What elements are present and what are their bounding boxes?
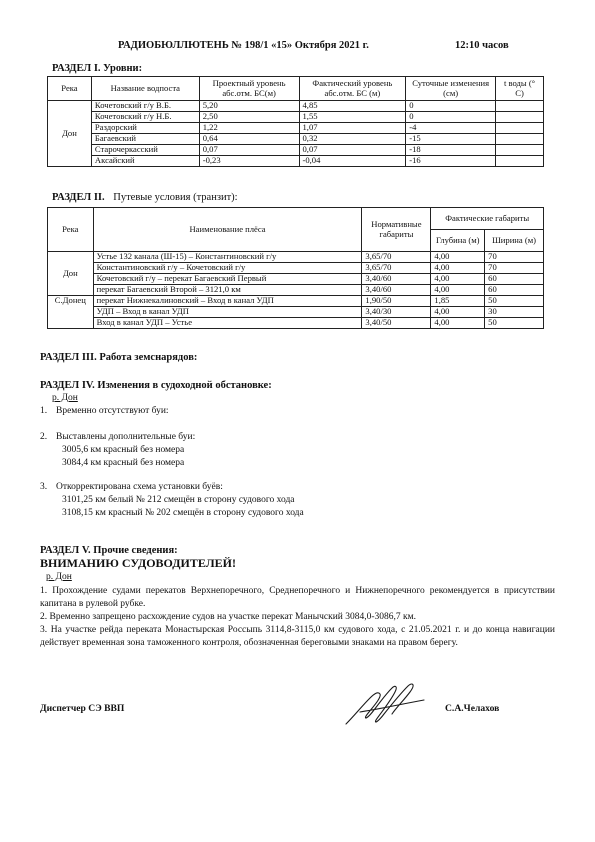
levels-post: Аксайский bbox=[91, 156, 199, 167]
levels-change: -4 bbox=[406, 123, 496, 134]
section5-river: р. Дон bbox=[46, 572, 72, 582]
transit-river-cell: С.Донец bbox=[48, 296, 94, 329]
transit-col-actual: Фактические габариты bbox=[431, 208, 544, 230]
transit-width: 50 bbox=[485, 318, 544, 329]
levels-temp bbox=[496, 123, 544, 134]
section4-item-3 bbox=[40, 481, 304, 520]
dispatcher-label: Диспетчер СЭ ВВП bbox=[40, 703, 125, 714]
transit-reach: перекат Багаевский Второй – 3121,0 км bbox=[93, 285, 362, 296]
transit-depth: 1,85 bbox=[431, 296, 485, 307]
levels-col-change: Суточные изменения (см) bbox=[406, 77, 496, 101]
levels-temp bbox=[496, 112, 544, 123]
levels-change: 0 bbox=[406, 101, 496, 112]
transit-depth: 4,00 bbox=[431, 252, 485, 263]
transit-width: 60 bbox=[485, 285, 544, 296]
levels-actual: -0,04 bbox=[299, 156, 406, 167]
transit-col-depth: Глубина (м) bbox=[431, 230, 485, 252]
levels-actual: 0,07 bbox=[299, 145, 406, 156]
levels-design: 1,22 bbox=[199, 123, 299, 134]
transit-depth: 4,00 bbox=[431, 274, 485, 285]
section2-subtitle: Путевые условия (транзит): bbox=[113, 192, 238, 203]
levels-temp bbox=[496, 156, 544, 167]
transit-norm: 3,40/60 bbox=[362, 285, 431, 296]
item-number: 2. bbox=[40, 432, 48, 442]
levels-actual: 1,07 bbox=[299, 123, 406, 134]
levels-design: -0,23 bbox=[199, 156, 299, 167]
levels-col-actual: Фактический уровень абс.отм. БС (м) bbox=[299, 77, 406, 101]
levels-design: 2,50 bbox=[199, 112, 299, 123]
transit-reach: Кочетовский г/у – перекат Багаевский Первый bbox=[93, 274, 362, 285]
transit-reach: УДП – Вход в канал УДП bbox=[93, 307, 362, 318]
transit-col-river: Река bbox=[48, 208, 94, 252]
transit-width: 60 bbox=[485, 274, 544, 285]
levels-post: Багаевский bbox=[91, 134, 199, 145]
transit-width: 50 bbox=[485, 296, 544, 307]
bulletin-time: 12:10 часов bbox=[455, 40, 509, 51]
levels-post: Старочеркасский bbox=[91, 145, 199, 156]
levels-design: 0,64 bbox=[199, 134, 299, 145]
levels-design: 5,20 bbox=[199, 101, 299, 112]
signatory-name: С.А.Челахов bbox=[445, 703, 500, 714]
section3-title: РАЗДЕЛ III. Работа земснарядов: bbox=[40, 352, 198, 363]
transit-reach: Константиновский г/у – Кочетовский г/у bbox=[93, 263, 362, 274]
levels-post: Кочетовский г/у Н.Б. bbox=[91, 112, 199, 123]
notice-2: 2. Временно запрещено расхождение судов на участке перекат Манычский 3084,0-3086,7 км. bbox=[40, 612, 417, 622]
levels-post: Кочетовский г/у В.Б. bbox=[91, 101, 199, 112]
item-text: Выставлены дополнительные буи: bbox=[56, 432, 196, 442]
section4-title: РАЗДЕЛ IV. Изменения в судоходной обстановке: bbox=[40, 380, 272, 391]
section4-item-2 bbox=[40, 431, 195, 470]
transit-reach: Вход в канал УДП – Устье bbox=[93, 318, 362, 329]
item-number: 1. bbox=[40, 406, 48, 416]
transit-norm: 1,90/50 bbox=[362, 296, 431, 307]
levels-change: -15 bbox=[406, 134, 496, 145]
transit-table bbox=[47, 207, 544, 329]
levels-col-post: Название водпоста bbox=[91, 77, 199, 101]
transit-col-name: Наименование плёса bbox=[93, 208, 362, 252]
transit-width: 70 bbox=[485, 252, 544, 263]
levels-temp bbox=[496, 101, 544, 112]
item-text: Откорректирована схема установки буёв: bbox=[56, 482, 223, 492]
levels-change: 0 bbox=[406, 112, 496, 123]
item-line: 3084,4 км красный без номера bbox=[62, 458, 185, 468]
levels-change: -18 bbox=[406, 145, 496, 156]
levels-actual: 1,55 bbox=[299, 112, 406, 123]
levels-col-river: Река bbox=[48, 77, 92, 101]
transit-width: 70 bbox=[485, 263, 544, 274]
item-line: 3108,15 км красный № 202 смещён в сторону судового хода bbox=[62, 508, 304, 518]
transit-depth: 4,00 bbox=[431, 285, 485, 296]
levels-col-design: Проектный уровень абс.отм. БС(м) bbox=[199, 77, 299, 101]
bulletin-title: РАДИОБЮЛЛЮТЕНЬ № 198/1 «15» Октября 2021 г. bbox=[118, 40, 369, 51]
levels-river-cell: Дон bbox=[48, 101, 92, 167]
levels-actual: 4,85 bbox=[299, 101, 406, 112]
levels-col-temp: t воды (° С) bbox=[496, 77, 544, 101]
section5-title: РАЗДЕЛ V. Прочие сведения: bbox=[40, 545, 178, 556]
levels-actual: 0,32 bbox=[299, 134, 406, 145]
transit-col-normative: Нормативные габариты bbox=[362, 208, 431, 252]
section2-title bbox=[52, 192, 238, 203]
transit-col-width: Ширина (м) bbox=[485, 230, 544, 252]
transit-depth: 4,00 bbox=[431, 263, 485, 274]
section1-title: РАЗДЕЛ I. Уровни: bbox=[52, 63, 143, 74]
item-text: Временно отсутствуют буи: bbox=[56, 406, 169, 416]
levels-temp bbox=[496, 145, 544, 156]
notice-3: 3. На участке рейда переката Монастырская Россыпь 3114,8-3115,0 км судового хода, с 21.05.2021 г. и до конца навигации действует временная зона таможенного контроля, обозначенная береговыми знаками на правом берегу. bbox=[40, 625, 555, 648]
item-line: 3101,25 км белый № 212 смещён в сторону судового хода bbox=[62, 495, 295, 505]
levels-post: Раздорский bbox=[91, 123, 199, 134]
transit-reach: Устье 132 канала (Ш-15) – Константиновский г/у bbox=[93, 252, 362, 263]
transit-reach: перекат Нижнекалиновский – Вход в канал УДП bbox=[93, 296, 362, 307]
transit-depth: 4,00 bbox=[431, 318, 485, 329]
transit-depth: 4,00 bbox=[431, 307, 485, 318]
levels-change: -16 bbox=[406, 156, 496, 167]
transit-norm: 3,40/60 bbox=[362, 274, 431, 285]
transit-norm: 3,65/70 bbox=[362, 263, 431, 274]
section4-river: р. Дон bbox=[52, 393, 78, 403]
transit-norm: 3,40/30 bbox=[362, 307, 431, 318]
notice-1: 1. Прохождение судами перекатов Верхнепоречного, Среднепоречного и Нижнепоречного рекомендуется в присутствии капитана в рулевой рубке. bbox=[40, 586, 555, 609]
item-line: 3005,6 км красный без номера bbox=[62, 445, 185, 455]
levels-table bbox=[47, 76, 544, 167]
transit-width: 30 bbox=[485, 307, 544, 318]
levels-design: 0,07 bbox=[199, 145, 299, 156]
transit-norm: 3,65/70 bbox=[362, 252, 431, 263]
section2-label: РАЗДЕЛ II. bbox=[52, 192, 105, 203]
item-number: 3. bbox=[40, 482, 48, 492]
signature-image bbox=[340, 680, 430, 730]
skippers-warning: ВНИМАНИЮ СУДОВОДИТЕЛЕЙ! bbox=[40, 556, 236, 570]
transit-norm: 3,40/50 bbox=[362, 318, 431, 329]
levels-temp bbox=[496, 134, 544, 145]
section4-item-1 bbox=[40, 405, 169, 418]
transit-river-cell: Дон bbox=[48, 252, 94, 296]
